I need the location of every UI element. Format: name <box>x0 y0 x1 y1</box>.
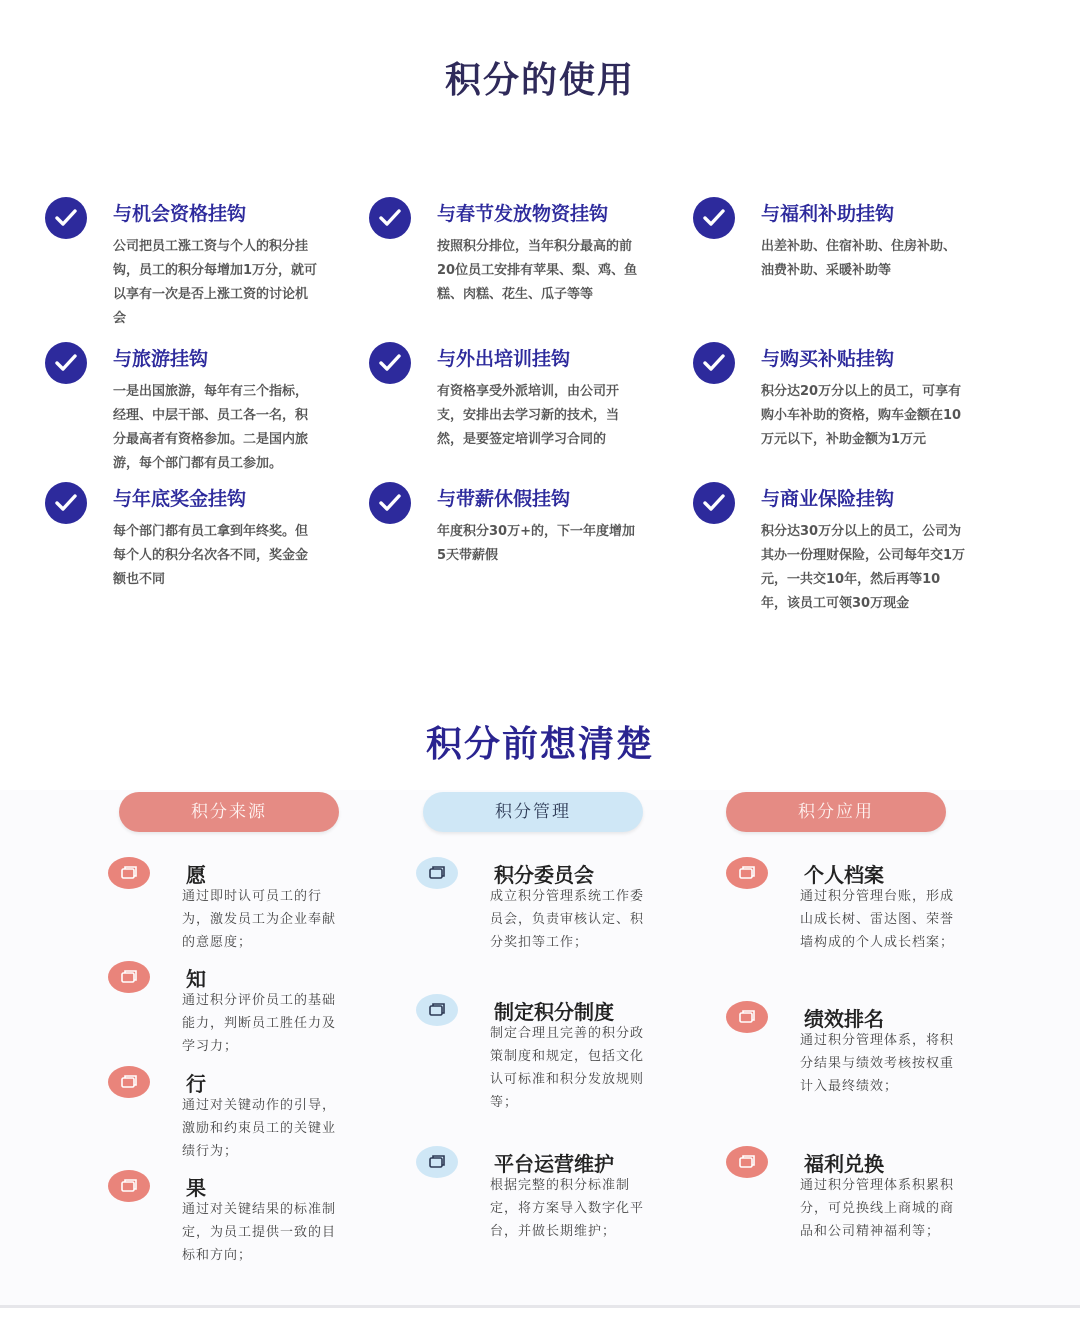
id-card-icon <box>416 994 458 1026</box>
check-circle-icon <box>693 197 735 239</box>
plan-item-desc: 通过对关键结果的标准制定，为员工提供一致的目标和方向； <box>182 1202 337 1263</box>
plan-item-desc: 根据完整的积分标准制定，将方案导入数字化平台，并做长期维护； <box>490 1178 645 1239</box>
check-circle-icon <box>369 197 411 239</box>
usage-item-desc: 按照积分排位，当年积分最高的前20位员工安排有苹果、梨、鸡、鱼糕、肉糕、花生、瓜子等等 <box>437 239 638 302</box>
id-card-icon <box>726 1146 768 1178</box>
usage-item-desc: 年度积分30万+的，下一年度增加5天带薪假 <box>437 524 635 563</box>
section-plan-title: 积分前想清楚 <box>425 724 654 765</box>
plan-item-title: 行 <box>186 1072 206 1096</box>
check-circle-icon <box>45 342 87 384</box>
plan-item-title: 绩效排名 <box>804 1007 884 1031</box>
usage-item-desc: 有资格享受外派培训，由公司开支，安排出去学习新的技术，当然，是要签定培训学习合同的 <box>437 384 620 447</box>
plan-item-desc: 通过即时认可员工的行为，激发员工为企业奉献的意愿度； <box>182 889 337 950</box>
plan-item-desc: 通过积分管理体系，将积分结果与绩效考核按权重计入最终绩效； <box>800 1033 955 1094</box>
plan-item-desc: 通过积分管理台账，形成山成长树、雷达图、荣誉墙构成的个人成长档案； <box>800 889 955 950</box>
plan-item-title: 果 <box>186 1176 206 1200</box>
plan-item-title: 积分委员会 <box>494 863 594 887</box>
usage-item-title: 与购买补贴挂钩 <box>761 348 895 370</box>
id-card-icon <box>108 1066 150 1098</box>
usage-item-title: 与机会资格挂钩 <box>113 203 247 225</box>
usage-item-title: 与商业保险挂钩 <box>761 488 895 510</box>
usage-item-desc: 积分达30万分以上的员工，公司为其办一份理财保险，公司每年交1万元，一共交10年，然后再等10年，该员工可领30万现金 <box>761 524 966 611</box>
plan-item-title: 制定积分制度 <box>494 1000 614 1024</box>
plan-item-title: 福利兑换 <box>804 1152 884 1176</box>
plan-item-title: 知 <box>186 967 206 991</box>
check-circle-icon <box>45 197 87 239</box>
usage-item-desc: 积分达20万分以上的员工，可享有购小车补助的资格，购车金额在10万元以下，补助金额为1万元 <box>761 384 962 447</box>
column-header-application: 积分应用 <box>726 792 946 832</box>
plan-item-desc: 通过积分评价员工的基础能力，判断员工胜任力及学习力； <box>182 993 337 1054</box>
id-card-icon <box>416 857 458 889</box>
check-circle-icon <box>693 342 735 384</box>
usage-item-desc: 出差补助、住宿补助、住房补助、油费补助、采暖补助等 <box>761 239 957 278</box>
check-circle-icon <box>369 482 411 524</box>
id-card-icon <box>726 857 768 889</box>
id-card-icon <box>416 1146 458 1178</box>
plan-item-title: 平台运营维护 <box>494 1152 614 1176</box>
usage-item-title: 与带薪休假挂钩 <box>437 488 571 510</box>
id-card-icon <box>108 1170 150 1202</box>
usage-item-title: 与外出培训挂钩 <box>437 348 571 370</box>
check-circle-icon <box>369 342 411 384</box>
column-header-source: 积分来源 <box>119 792 339 832</box>
usage-item-desc: 每个部门都有员工拿到年终奖。但每个人的积分名次各不同，奖金金额也不同 <box>113 524 309 587</box>
usage-item-desc: 公司把员工涨工资与个人的积分挂钩，员工的积分每增加1万分，就可以享有一次是否上涨工资的讨论机会 <box>113 239 318 326</box>
usage-item-title: 与春节发放物资挂钩 <box>437 203 609 225</box>
usage-item-desc: 一是出国旅游，每年有三个指标，经理、中层干部、员工各一名，积分最高者有资格参加。二是国内旅游，每个部门都有员工参加。 <box>113 384 309 471</box>
section-usage-title: 积分的使用 <box>444 60 635 101</box>
id-card-icon <box>108 857 150 889</box>
id-card-icon <box>108 961 150 993</box>
id-card-icon <box>726 1001 768 1033</box>
plan-item-desc: 制定合理且完善的积分政策制度和规定，包括文化认可标准和积分发放规则等； <box>490 1026 645 1110</box>
usage-item-title: 与福利补助挂钩 <box>761 203 895 225</box>
check-circle-icon <box>693 482 735 524</box>
plan-item-desc: 通过对关键动作的引导，激励和约束员工的关键业绩行为； <box>182 1098 337 1159</box>
column-header-management: 积分管理 <box>423 792 643 832</box>
plan-item-desc: 通过积分管理体系积累积分，可兑换线上商城的商品和公司精神福利等； <box>800 1178 955 1239</box>
plan-item-title: 愿 <box>186 863 206 887</box>
check-circle-icon <box>45 482 87 524</box>
usage-item-title: 与年底奖金挂钩 <box>113 488 247 510</box>
plan-panel <box>0 790 1080 1308</box>
plan-item-desc: 成立积分管理系统工作委员会，负责审核认定、积分奖扣等工作； <box>490 889 645 950</box>
plan-item-title: 个人档案 <box>804 863 884 887</box>
usage-item-title: 与旅游挂钩 <box>113 348 209 370</box>
